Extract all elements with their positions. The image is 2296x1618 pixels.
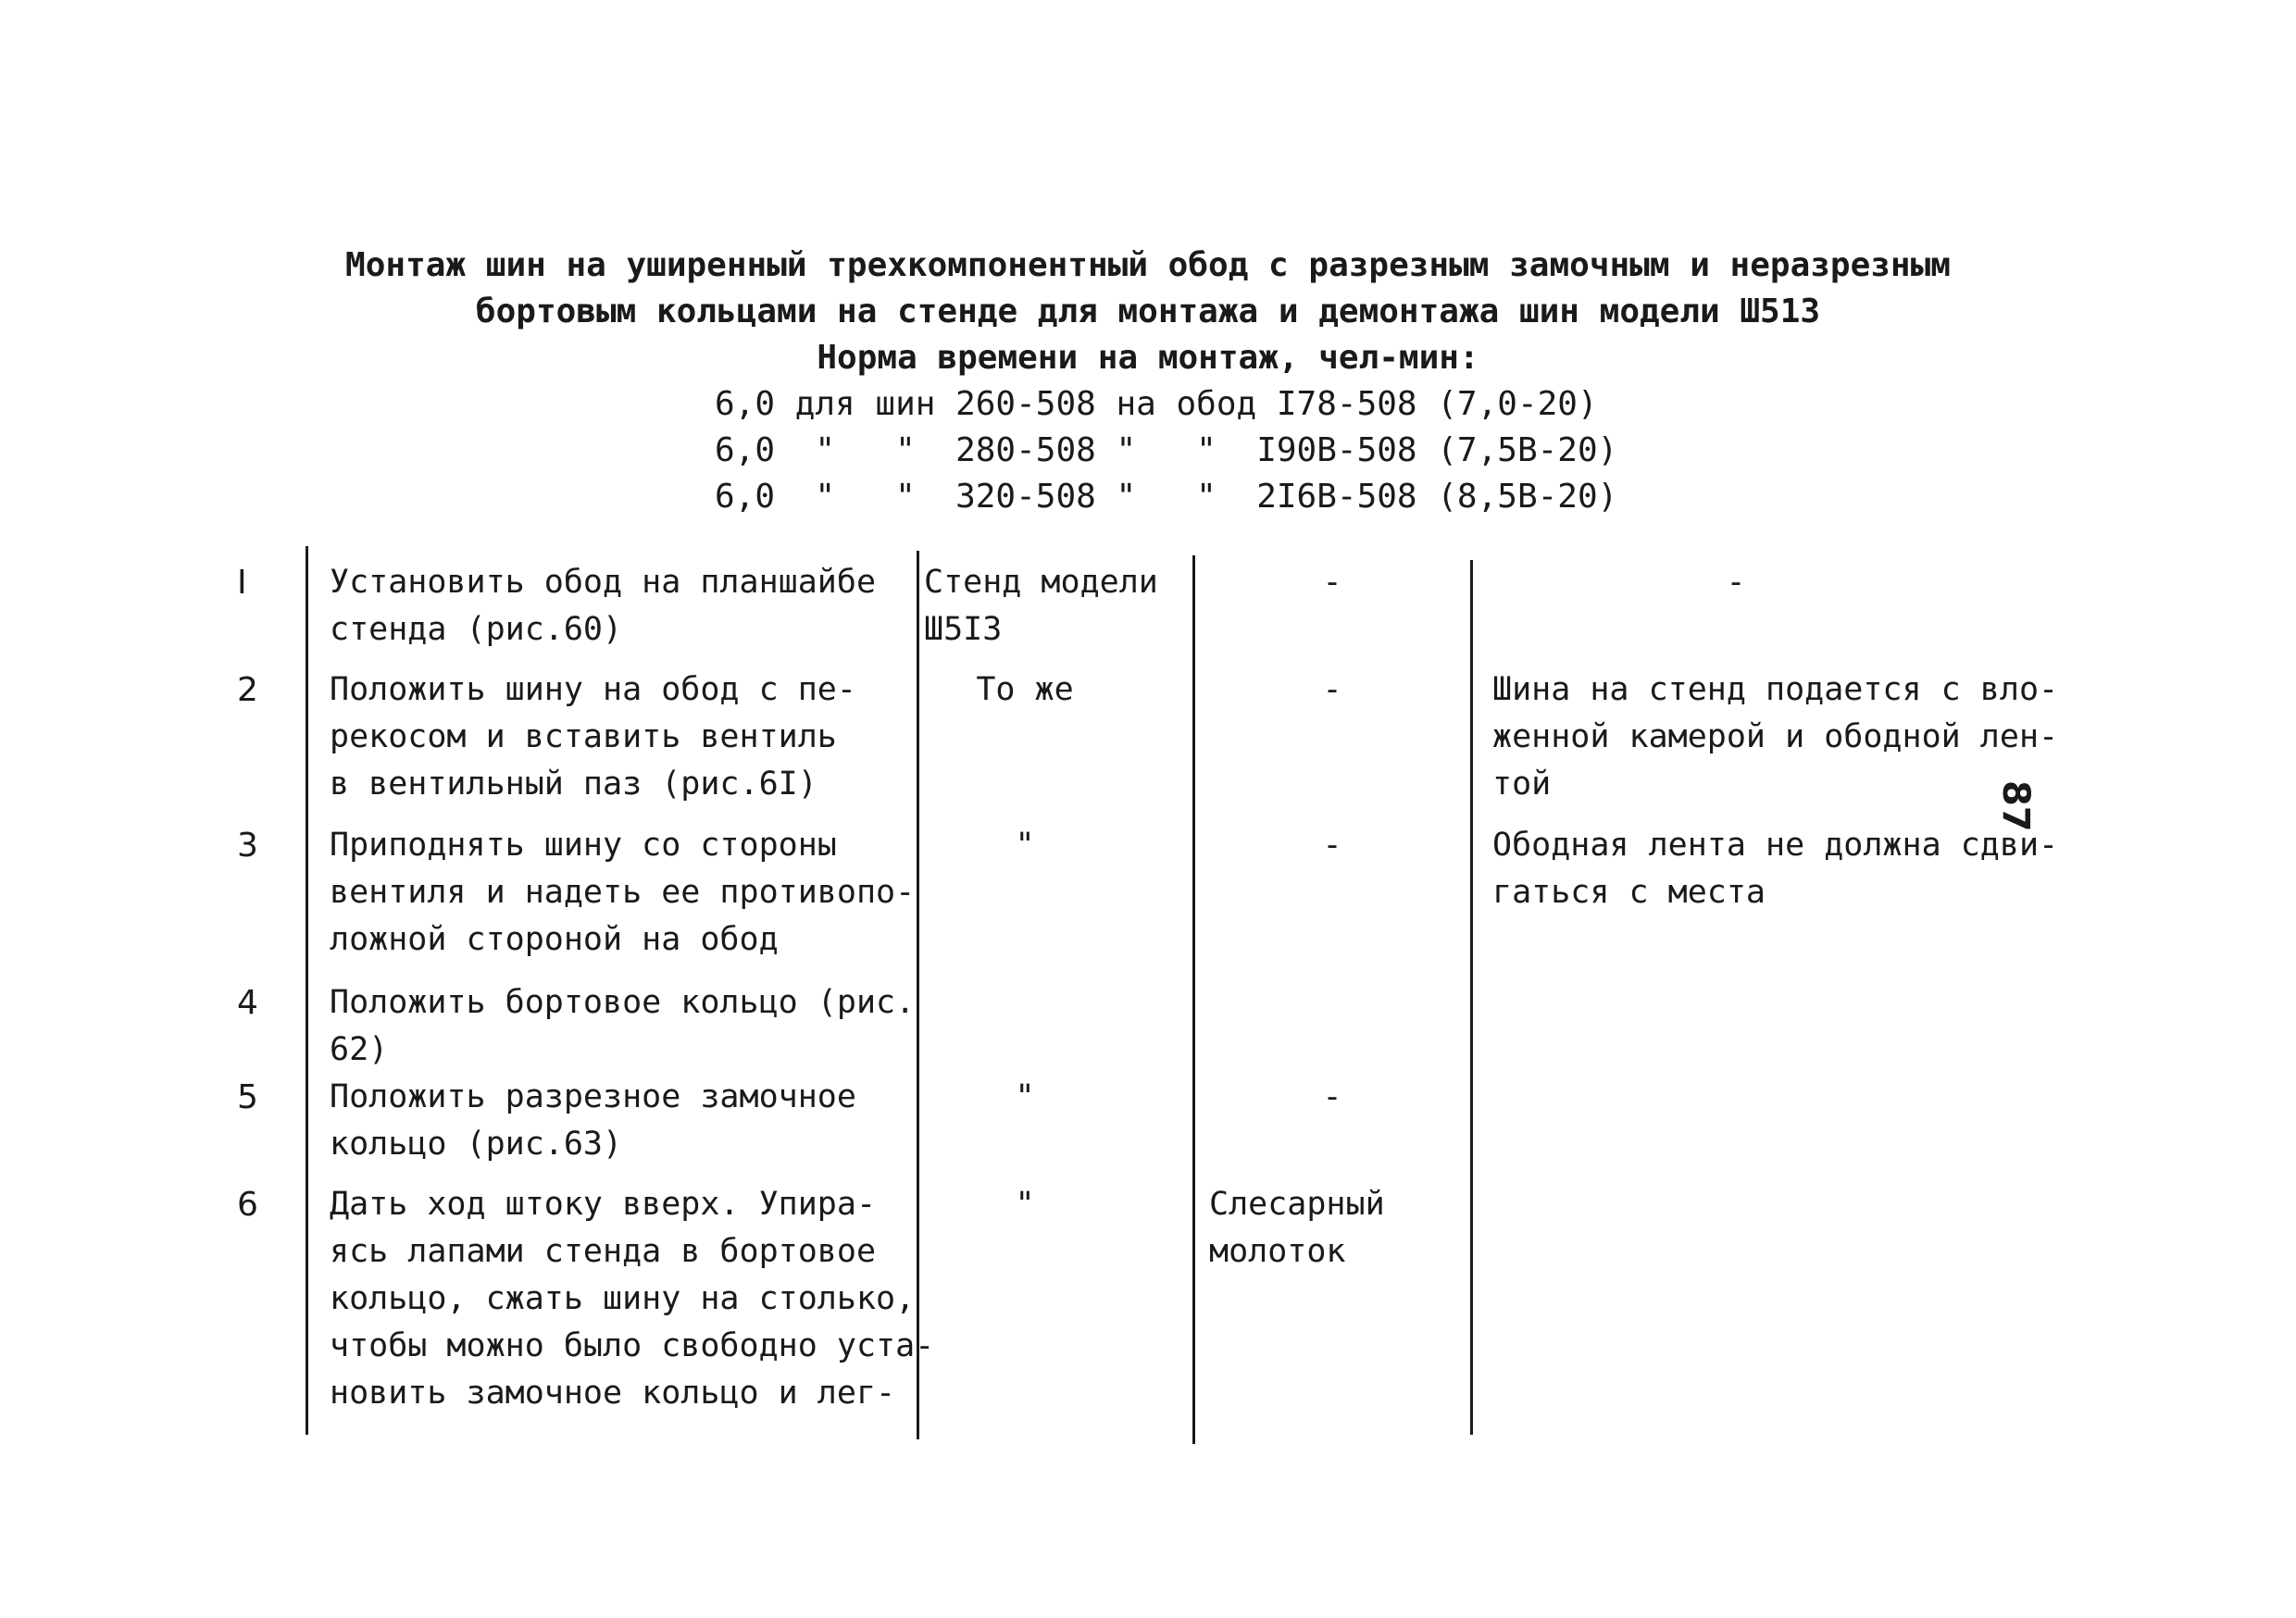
norm-rows: [715, 381, 1617, 520]
operation-cell: Установить обод на планшайбе стенда (рис.60): [330, 564, 877, 648]
column-divider-1: [306, 546, 308, 1435]
operation-cell: Положить шину на обод с пе- рекосом и вставить вентиль в вентильный паз (рис.6I): [330, 671, 856, 803]
page-number: 87: [1994, 780, 2037, 832]
tool-cell: -: [1322, 1078, 1342, 1115]
operation-cell: Положить разрезное замочное кольцо (рис.63): [330, 1078, 856, 1163]
norm-row-3: 6,0 " " 320-508 " " 2I6B-508 (8,5B-20): [715, 478, 1618, 516]
operation-cell: Приподнять шину со стороны вентиля и надеть ее противопо- ложной стороной на обод: [330, 827, 916, 958]
tool-cell: -: [1322, 827, 1342, 864]
norm-row-2: 6,0 " " 280-508 " " I90B-508 (7,5B-20): [715, 431, 1618, 469]
equipment-cell: То же: [976, 671, 1074, 708]
equipment-cell: ": [1015, 1078, 1035, 1115]
row-number: 3: [237, 827, 258, 865]
operation-cell: Положить бортовое кольцо (рис. 62): [330, 984, 916, 1068]
norm-row-1: 6,0 для шин 260-508 на обод I78-508 (7,0-20): [715, 385, 1598, 423]
operation-cell: Дать ход штоку вверх. Упира- ясь лапами стенда в бортовое кольцо, сжать шину на столько, чтобы можно было свободно уста- новить замочное кольцо и лег-: [330, 1186, 935, 1412]
header-title-line-1: Монтаж шин на уширенный трехкомпонентный обод с разрезным замочным и неразрезным: [345, 246, 1951, 284]
notes-cell: -: [1726, 564, 1746, 601]
tool-cell: -: [1322, 564, 1342, 601]
tool-cell: -: [1322, 671, 1342, 708]
equipment-cell: Стенд модели Ш5I3: [924, 564, 1158, 648]
notes-cell: Шина на стенд подается с вло- женной камерой и ободной лен- той: [1492, 671, 2059, 803]
row-number: 5: [237, 1078, 258, 1116]
header-title-line-2: бортовым кольцами на стенде для монтажа и демонтажа шин модели Ш513: [475, 292, 1821, 330]
document-header: [0, 243, 2296, 381]
row-number: 6: [237, 1186, 258, 1224]
norm-title: Норма времени на монтаж, чел-мин:: [817, 339, 1479, 377]
notes-cell: Ободная лента не должна сдви- гаться с места: [1492, 827, 2059, 911]
tool-cell: Слесарный молоток: [1209, 1186, 1385, 1270]
row-number: 2: [237, 671, 258, 709]
column-divider-4: [1470, 560, 1473, 1435]
equipment-cell: ": [1015, 1186, 1035, 1223]
row-number: 4: [237, 984, 258, 1022]
equipment-cell: ": [1015, 827, 1035, 864]
row-number: I: [237, 564, 247, 602]
